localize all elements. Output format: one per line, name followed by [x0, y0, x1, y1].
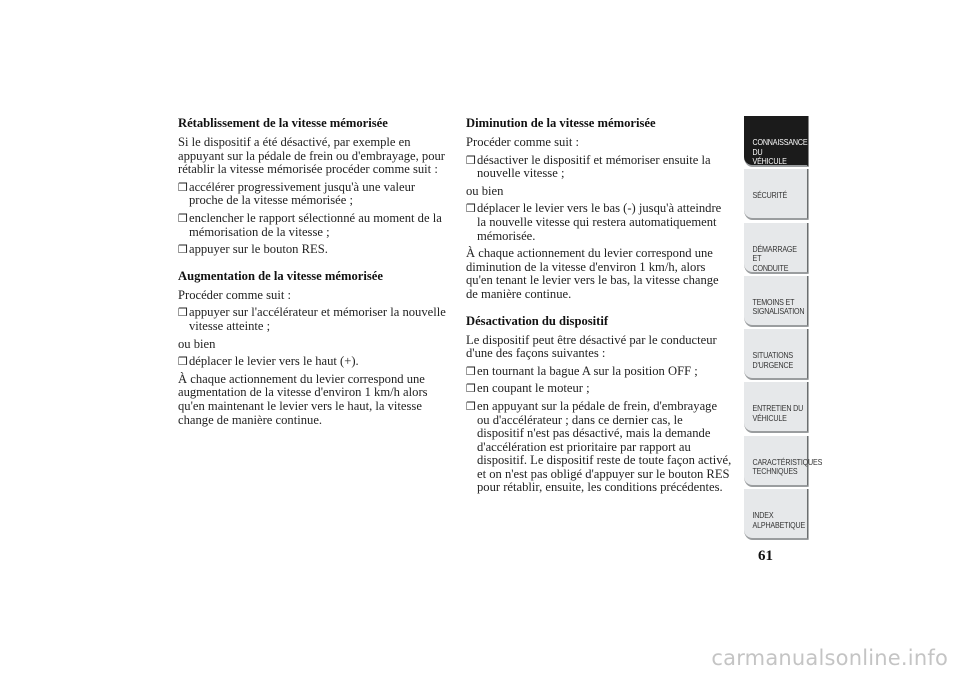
section-decrease-speed — [466, 116, 732, 302]
checkbox-bullet-icon: ❒ — [466, 382, 476, 396]
list-item: ❒ déplacer le levier vers le haut (+). — [178, 354, 359, 369]
or-text: ou bien — [178, 336, 216, 351]
section-closing: À chaque actionnement du levier correspond une diminution de la vitesse d'environ 1 km/h, alors qu'en tenant le levier vers le bas, la vitesse change de manière continue. — [466, 246, 719, 301]
section-heading: Diminution de la vitesse mémorisée — [466, 116, 656, 130]
bullet-list — [466, 154, 732, 181]
tab-index-alphabetique[interactable]: INDEX ALPHABETIQUE — [744, 489, 809, 540]
page-number: 61 — [758, 548, 773, 564]
left-column — [178, 116, 446, 439]
section-deactivation — [466, 314, 732, 496]
section-heading: Rétablissement de la vitesse mémorisée — [178, 116, 388, 130]
watermark-text: carmanualsonline.info — [711, 646, 948, 670]
list-item: ❒ enclencher le rapport sélectionné au moment de la mémorisation de la vitesse ; — [178, 210, 442, 239]
tab-caracteristiques-techniques[interactable]: CARACTÉRISTIQUES TECHNIQUES — [744, 436, 809, 487]
list-item: ❒ en tournant la bague A sur la position OFF ; — [466, 363, 698, 378]
bullet-list — [178, 306, 446, 333]
bullet-list — [178, 355, 446, 369]
tab-entretien-du-vehicule[interactable]: ENTRETIEN DU VÉHICULE — [744, 382, 809, 433]
checkbox-bullet-icon: ❒ — [178, 355, 188, 369]
checkbox-bullet-icon: ❒ — [178, 180, 188, 194]
section-restore-speed — [178, 116, 446, 257]
bullet-list — [466, 365, 732, 495]
list-item: ❒ déplacer le levier vers le bas (-) jusqu'à atteindre la nouvelle vitesse qui restera automatiquement mémorisée. — [466, 201, 722, 243]
list-item: ❒ en appuyant sur la pédale de frein, d'embrayage ou d'accélérateur ; dans ce dernier cas, le dispositif n'est pas désactivé, mais la demande d'accélération est prioritaire par rapport au dispositif. Le dispositif reste de toute façon activé, et on n'est pas obligé d'appuyer sur le bouton RES pour rétablir, ensuite, les conditions précédentes. — [466, 398, 732, 495]
section-heading: Désactivation du dispositif — [466, 313, 609, 328]
section-closing: À chaque actionnement du levier correspond une augmentation de la vitesse d'environ 1 km/h alors qu'en maintenant le levier vers le haut, la vitesse change de manière continue. — [178, 371, 428, 427]
section-increase-speed — [178, 269, 446, 427]
checkbox-bullet-icon: ❒ — [178, 243, 188, 257]
checkbox-bullet-icon: ❒ — [466, 153, 476, 167]
tab-demarrage-et-conduite[interactable]: DÉMARRAGE ET CONDUITE — [744, 223, 809, 274]
checkbox-bullet-icon: ❒ — [178, 211, 188, 225]
tab-connaissance-du-vehicule[interactable]: CONNAISSANCE DU VÉHICULE — [744, 116, 809, 167]
checkbox-bullet-icon: ❒ — [466, 364, 476, 378]
bullet-list — [466, 202, 732, 243]
tab-securite[interactable]: SÉCURITÉ — [744, 169, 809, 220]
section-heading: Augmentation de la vitesse mémorisée — [178, 268, 383, 283]
list-item: ❒ accélérer progressivement jusqu'à une valeur proche de la vitesse mémorisée ; — [178, 179, 416, 208]
chapter-tabs — [744, 116, 823, 542]
right-column — [466, 116, 732, 507]
list-item: ❒ en coupant le moteur ; — [466, 381, 590, 396]
list-item: ❒ désactiver le dispositif et mémoriser ensuite la nouvelle vitesse ; — [466, 152, 711, 181]
list-item: ❒ appuyer sur l'accélérateur et mémoriser la nouvelle vitesse atteinte ; — [178, 305, 446, 333]
list-item: ❒ appuyer sur le bouton RES. — [178, 242, 328, 257]
checkbox-bullet-icon: ❒ — [466, 399, 476, 413]
checkbox-bullet-icon: ❒ — [178, 306, 188, 320]
section-intro: Le dispositif peut être désactivé par le conducteur d'une des façons suivantes : — [466, 332, 717, 361]
section-intro: Procéder comme suit : — [466, 135, 579, 149]
checkbox-bullet-icon: ❒ — [466, 202, 476, 216]
section-intro: Procéder comme suit : — [178, 287, 291, 302]
tab-situations-d-urgence[interactable]: SITUATIONS D'URGENCE — [744, 329, 809, 380]
tab-temoins-et-signalisation[interactable]: TEMOINS ET SIGNALISATION — [744, 276, 809, 327]
or-text: ou bien — [466, 183, 504, 198]
bullet-list — [178, 181, 446, 257]
section-intro: Si le dispositif a été désactivé, par exemple en appuyant sur la pédale de frein ou d'embrayage, pour rétablir la vitesse mémorisée procéder comme suit : — [178, 135, 445, 177]
